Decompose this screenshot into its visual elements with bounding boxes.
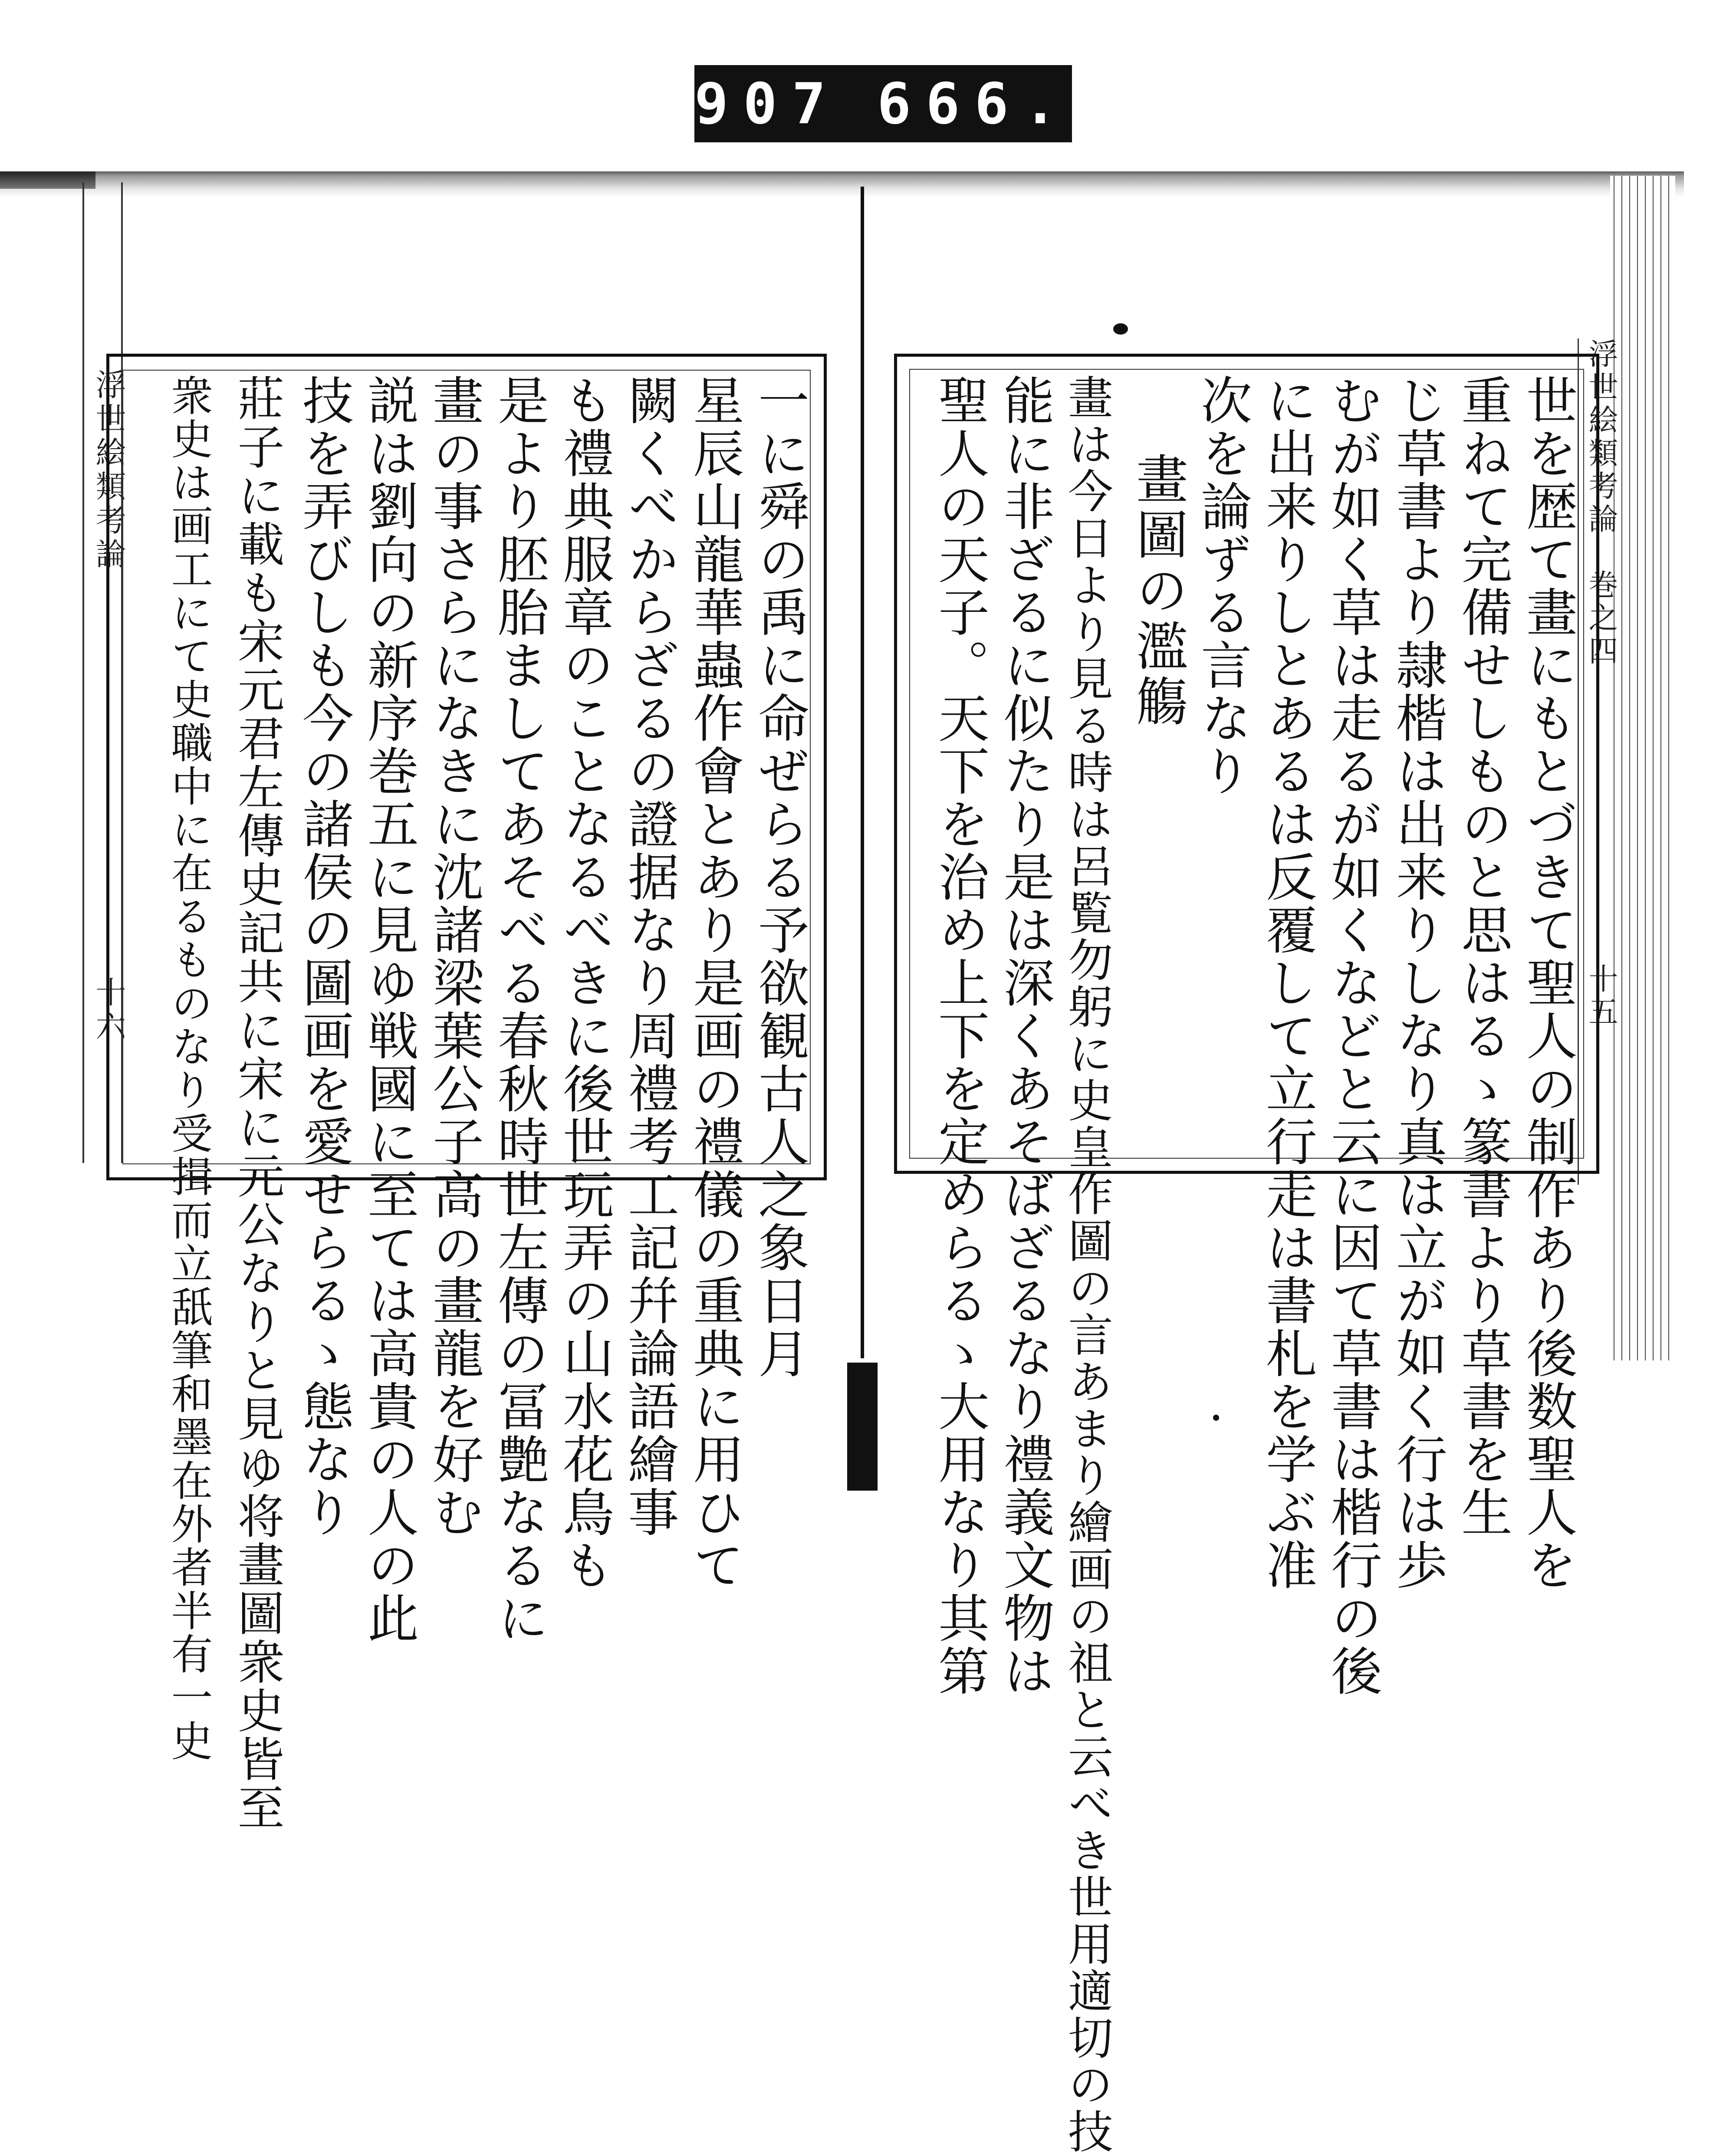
spine-binding [847, 1363, 878, 1491]
right-column-8: 畫は今日より見る時は呂覧勿躬に史皇作圖の言あまり繪画の祖と云べき世用適切の技 [1060, 374, 1113, 2155]
left-column-8: 技を弄びしも今の諸侯の圖画を愛せらるゝ態なり [294, 374, 354, 1539]
left-column-9: 莊子に載も宋元君左傳史記共に宋に元公なりと見ゆ将畫圖衆史皆至 [230, 374, 284, 1832]
right-column-9: 能に非ざるに似たり是は深くあそばざるなり禮義文物は [995, 374, 1055, 1698]
right-column-2: 重ねて完備せしものと思はるゝ篆書より草書を生 [1453, 374, 1512, 1539]
right-column-4: むが如く草は走るが如くなどと云に因て草書は楷行の後 [1322, 374, 1382, 1698]
call-number-right: 666. [877, 71, 1072, 137]
right-column-3: じ草書より隷楷は出来りしなり真は立が如く行は歩 [1387, 374, 1447, 1592]
left-column-10: 衆史は画工にて史職中に在るものなり受揖而立舐筆和墨在外者半有一史 [164, 374, 213, 1763]
right-folio-number: 十五 [1584, 963, 1618, 1029]
right-column-6: 次を論ずる言なり [1192, 374, 1252, 798]
left-column-1: 一に舜の禹に命ぜらる予欲観古人之象日月 [750, 374, 809, 1380]
left-running-title: 浮世絵類考論 [91, 369, 126, 572]
right-column-1: 世を歴て畫にもとづきて聖人の制作あり後数聖人を [1518, 374, 1578, 1592]
right-running-title: 浮世絵類考論 巻之四 [1584, 338, 1618, 668]
left-text-panel [106, 354, 827, 1832]
paper-speck [1113, 323, 1128, 335]
left-folio-number: 十六 [91, 976, 126, 1044]
scan-shadow [0, 171, 1684, 197]
left-column-6: 畫の事さらになきに沈諸梁葉公子高の畫龍を好む [424, 374, 484, 1539]
section-heading: 畫圖の濫觴 [1128, 452, 1188, 730]
right-text-panel [894, 354, 1599, 2155]
right-column-5: に出来りしとあるは反覆して立行走は書札を学ぶ准 [1257, 374, 1317, 1592]
paper-speck [1213, 1415, 1219, 1421]
call-number-left: 907 [694, 71, 841, 137]
left-column-7: 説は劉向の新序巻五に見ゆ戦國に至ては高貴の人の此 [359, 374, 419, 1645]
spine [861, 187, 864, 1358]
right-column-10: 聖人の天子。天下を治め上下を定めらるゝ大用なり其第 [930, 374, 990, 1698]
call-number-label [694, 65, 1072, 142]
scan-edge [0, 171, 95, 189]
left-column-4: も禮典服章のことなるべきに後世玩弄の山水花鳥も [554, 374, 614, 1592]
left-column-2: 星辰山龍華蟲作會とあり是画の禮儀の重典に用ひて [684, 374, 744, 1592]
left-column-3: 闕くべからざるの證据なり周禮考工記幷論語繪事 [619, 374, 679, 1539]
left-column-5: 是より胚胎ましてあそべる春秋時世左傳の冨艶なるに [489, 374, 549, 1645]
